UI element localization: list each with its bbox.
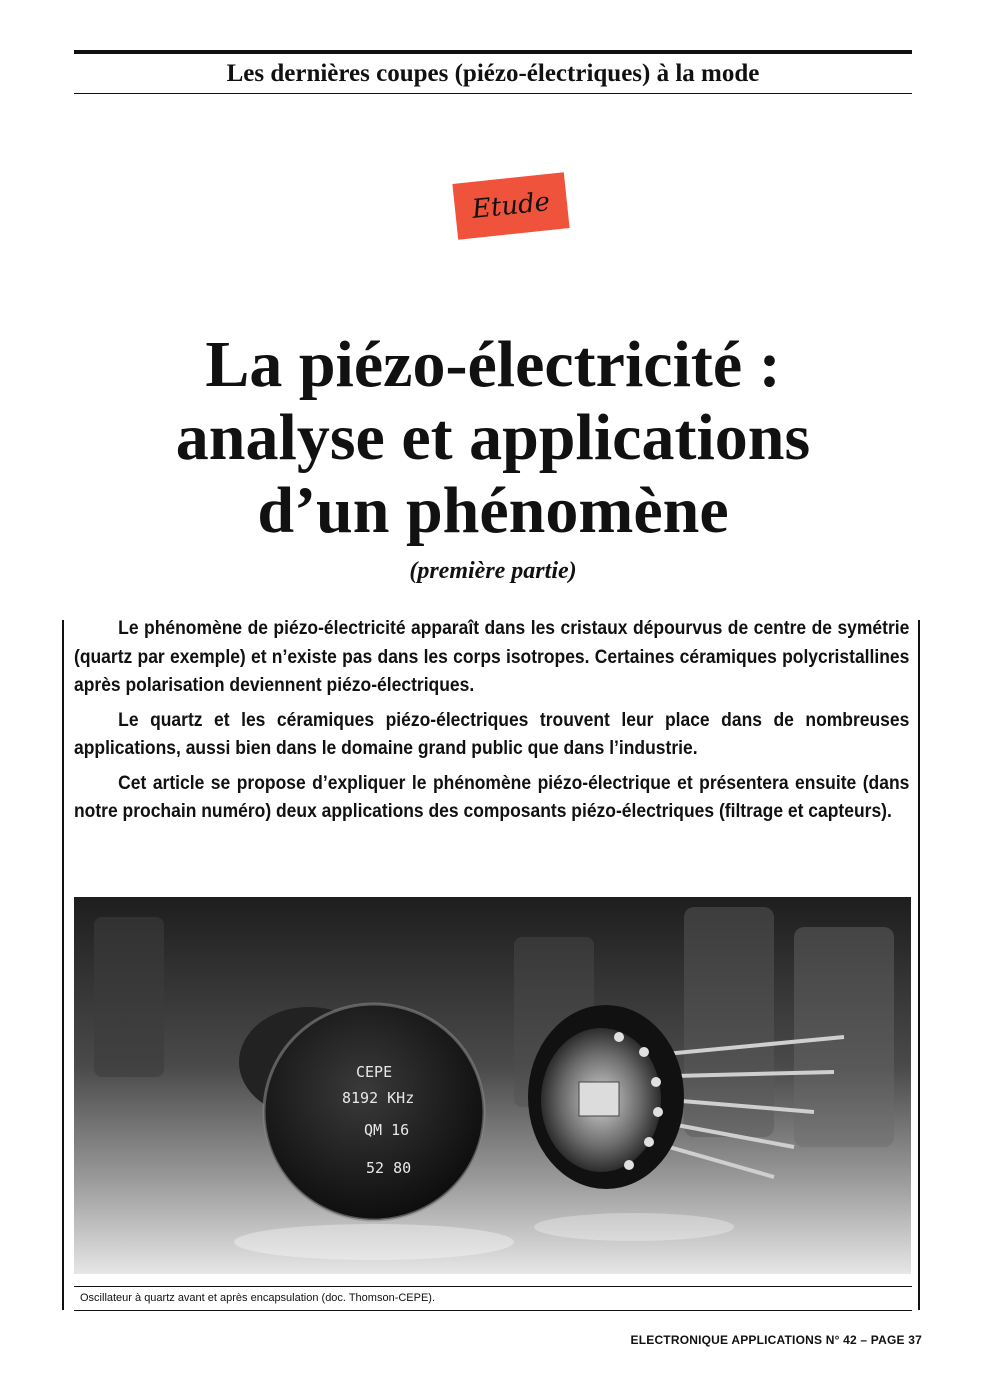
can-label-2: 8192 KHz — [342, 1089, 415, 1107]
caption-rule-bottom — [74, 1310, 912, 1311]
article-intro — [74, 615, 909, 833]
article-title-line-1: La piézo-électricité : — [205, 328, 781, 401]
article-subtitle: (première partie) — [409, 558, 577, 584]
intro-left-bar — [62, 620, 64, 1310]
caption-rule-top — [74, 1286, 912, 1287]
quartz-oscillator-photo — [74, 897, 911, 1274]
can-label-1: CEPE — [356, 1063, 393, 1081]
intro-paragraph-2: Le quartz et les céramiques piézo-électriques trouvent leur place dans de nombreuses applications, aussi bien dans le domaine grand public que dans l’industrie. — [74, 709, 910, 759]
header-rule-thin — [74, 93, 912, 94]
can-label-3: QM 16 — [364, 1121, 410, 1139]
intro-paragraph-3: Cet article se propose d’expliquer le phénomène piézo-électrique et présentera ensuite (dans notre prochain numéro) deux applications des composants piézo-électriques (filtrage et capteurs). — [74, 772, 910, 822]
intro-right-bar — [918, 620, 920, 1310]
article-title-line-2: analyse et applications — [175, 401, 811, 474]
section-header-title: Les dernières coupes (piézo-électriques) à la mode — [226, 60, 760, 87]
photo-caption: Oscillateur à quartz avant et après encapsulation (doc. Thomson-CEPE). — [80, 1292, 436, 1304]
header-rule-thick — [74, 50, 912, 54]
etude-badge-label: Etude — [470, 186, 552, 226]
article-title-line-3: d’un phénomène — [257, 474, 729, 547]
photo-illustration — [74, 897, 911, 1274]
intro-paragraph-1: Le phénomène de piézo-électricité apparaît dans les cristaux dépourvus de centre de symétrie (quartz par exemple) et n’existe pas dans les corps isotropes. Certaines céramiques polycristallines après polarisation deviennent piézo-électriques. — [74, 618, 910, 696]
article-title — [74, 328, 912, 547]
etude-badge — [452, 172, 569, 239]
can-label-4: 52 80 — [366, 1159, 412, 1177]
page-footer: ELECTRONIQUE APPLICATIONS N° 42 – PAGE 37 — [630, 1333, 922, 1347]
